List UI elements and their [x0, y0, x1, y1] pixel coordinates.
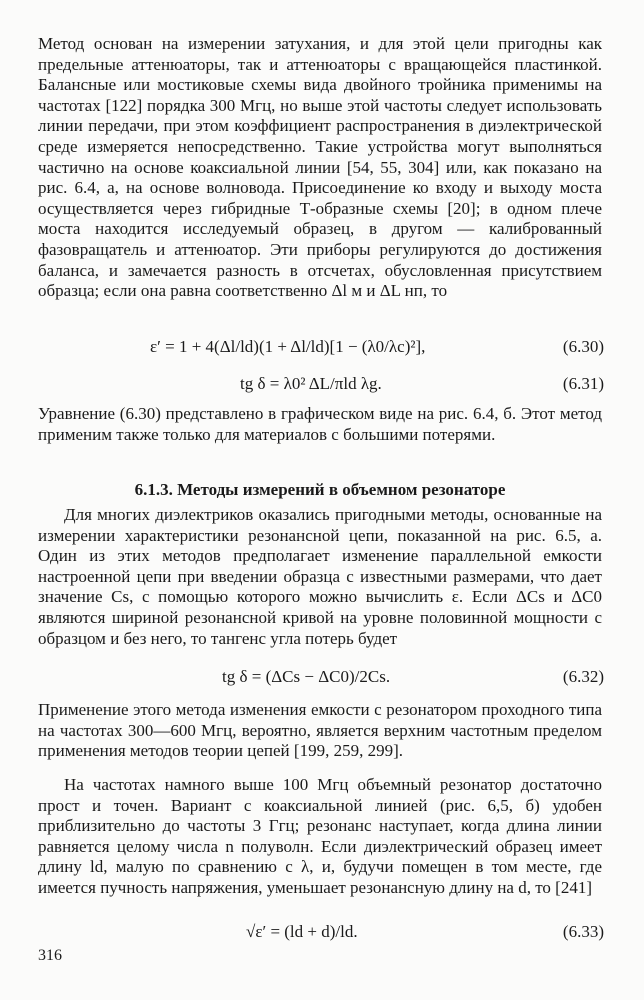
equation-6-31-number: (6.31)	[562, 374, 604, 393]
paragraph-resonant-circuit: Для многих диэлектриков оказались пригодными методы, основанные на измерении характеристики резонансной цепи, показанной на рис. 6.5, а. Один из этих методов предполагает изменение параллельной емкости настроенной цепи при введении образца с известными размерами, что дает значение Cs, с помощью которого можно вычислить ε. Если ΔCs и ΔC0 являются шириной резонансной кривой на уровне половинной мощности с образцом и без него, то тангенс угла потерь будет	[38, 505, 602, 648]
paragraph-capacitance-method: Применение этого метода изменения емкости с резонатором проходного типа на частотах 300—600 Мгц, вероятно, является верхним частотным пределом применения методов теории цепей [199, 259, 299].	[38, 700, 602, 761]
equation-6-30-expression: ε′ = 1 + 4(Δl/ld)(1 + Δl/ld)[1 − (λ0/λc)²],	[150, 337, 426, 356]
equation-6-30-number: (6.30)	[562, 337, 604, 356]
paragraph-bridge-method: Метод основан на измерении затухания, и для этой цели пригодны как предельные аттенюаторы, так и аттенюаторы с вращающейся пластинкой. Балансные или мостиковые схемы вида двойного тройника применимы на частотах [122] порядка 300 Мгц, но выше этой частоты следует использовать линии передачи, при этом коэффициент распространения в диэлектрической среде измеряется непосредственно. Такие устройства могут выполняться частично на основе коаксиальной линии [54, 55, 304] или, как показано на рис. 6.4, а, на основе волновода. Присоединение ко входу и выходу моста осуществляется через гибридные Т-образные схемы [20]; в одном плече моста находится исследуемый образец, в другом — калиброванный фазовращатель и аттенюатор. Эти приборы регулируются до достижения баланса, и замечается разность в отсчетах, обусловленная присутствием образца; если она равна соответственно Δl м и ΔL нп, то	[38, 34, 602, 301]
equation-6-33-expression: √ε′ = (ld + d)/ld.	[246, 922, 358, 941]
equation-6-32-number: (6.32)	[562, 667, 604, 686]
section-heading: 6.1.3. Методы измерений в объемном резонаторе	[134, 480, 506, 499]
equation-6-33-number: (6.33)	[562, 922, 604, 941]
equation-6-31-expression: tg δ = λ0² ΔL/πld λg.	[240, 374, 382, 393]
equation-6-33	[246, 922, 604, 946]
page-number: 316	[38, 947, 62, 964]
equation-6-32-expression: tg δ = (ΔCs − ΔC0)/2Cs.	[222, 667, 391, 686]
equation-6-31	[240, 374, 604, 396]
paragraph-graph-note: Уравнение (6.30) представлено в графическом виде на рис. 6.4, б. Этот метод применим также только для материалов с большими потерями.	[38, 404, 602, 444]
equation-6-30	[150, 337, 604, 359]
equation-6-32	[222, 667, 604, 689]
paragraph-cavity-resonator: На частотах намного выше 100 Мгц объемный резонатор достаточно прост и точен. Вариант с коаксиальной линией (рис. 6,5, б) удобен приблизительно до частоты 3 Ггц; резонанс наступает, когда длина линии равняется целому числа n полуволн. Если диэлектрический образец имеет длину ld, малую по сравнению с λ, и, будучи помещен в том месте, где имеется пучность напряжения, уменьшает резонансную длину на d, то [241]	[38, 775, 602, 897]
